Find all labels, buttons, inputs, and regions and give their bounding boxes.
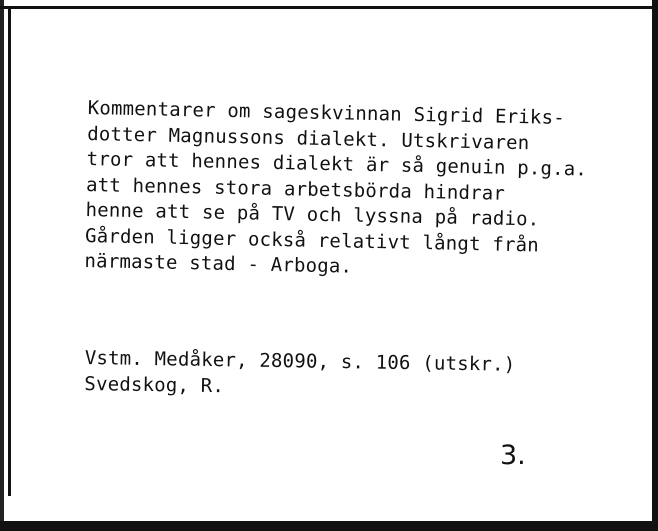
page-number: 3. (500, 440, 526, 471)
recorder-name-line: Svedskog, R. (84, 372, 225, 397)
comment-line: dotter Magnussons dialekt. Utskrivaren (86, 122, 530, 154)
card-top-border (0, 6, 658, 9)
comment-line: Kommentarer om sageskvinnan Sigrid Eriks- (87, 96, 566, 129)
comment-line: Gården ligger också relativt långt från (84, 224, 540, 256)
card-right-shadow-border (652, 0, 658, 531)
comment-line: henne att se på TV och lyssna på radio. (85, 198, 540, 231)
card-bottom-shadow-border (0, 521, 658, 531)
comment-line: att hennes stora arbetsbörda hindrar (85, 173, 506, 205)
comment-line: tror att hennes dialekt är så genuin p.g.a. (86, 147, 588, 181)
card-left-shadow-border (0, 0, 4, 531)
comment-line: närmaste stad - Arboga. (84, 249, 353, 278)
source-reference-line: Vstm. Medåker, 28090, s. 106 (utskr.) (84, 346, 516, 376)
source-reference-block (84, 346, 625, 405)
comment-text-block (84, 96, 628, 286)
card-left-border (8, 6, 11, 496)
